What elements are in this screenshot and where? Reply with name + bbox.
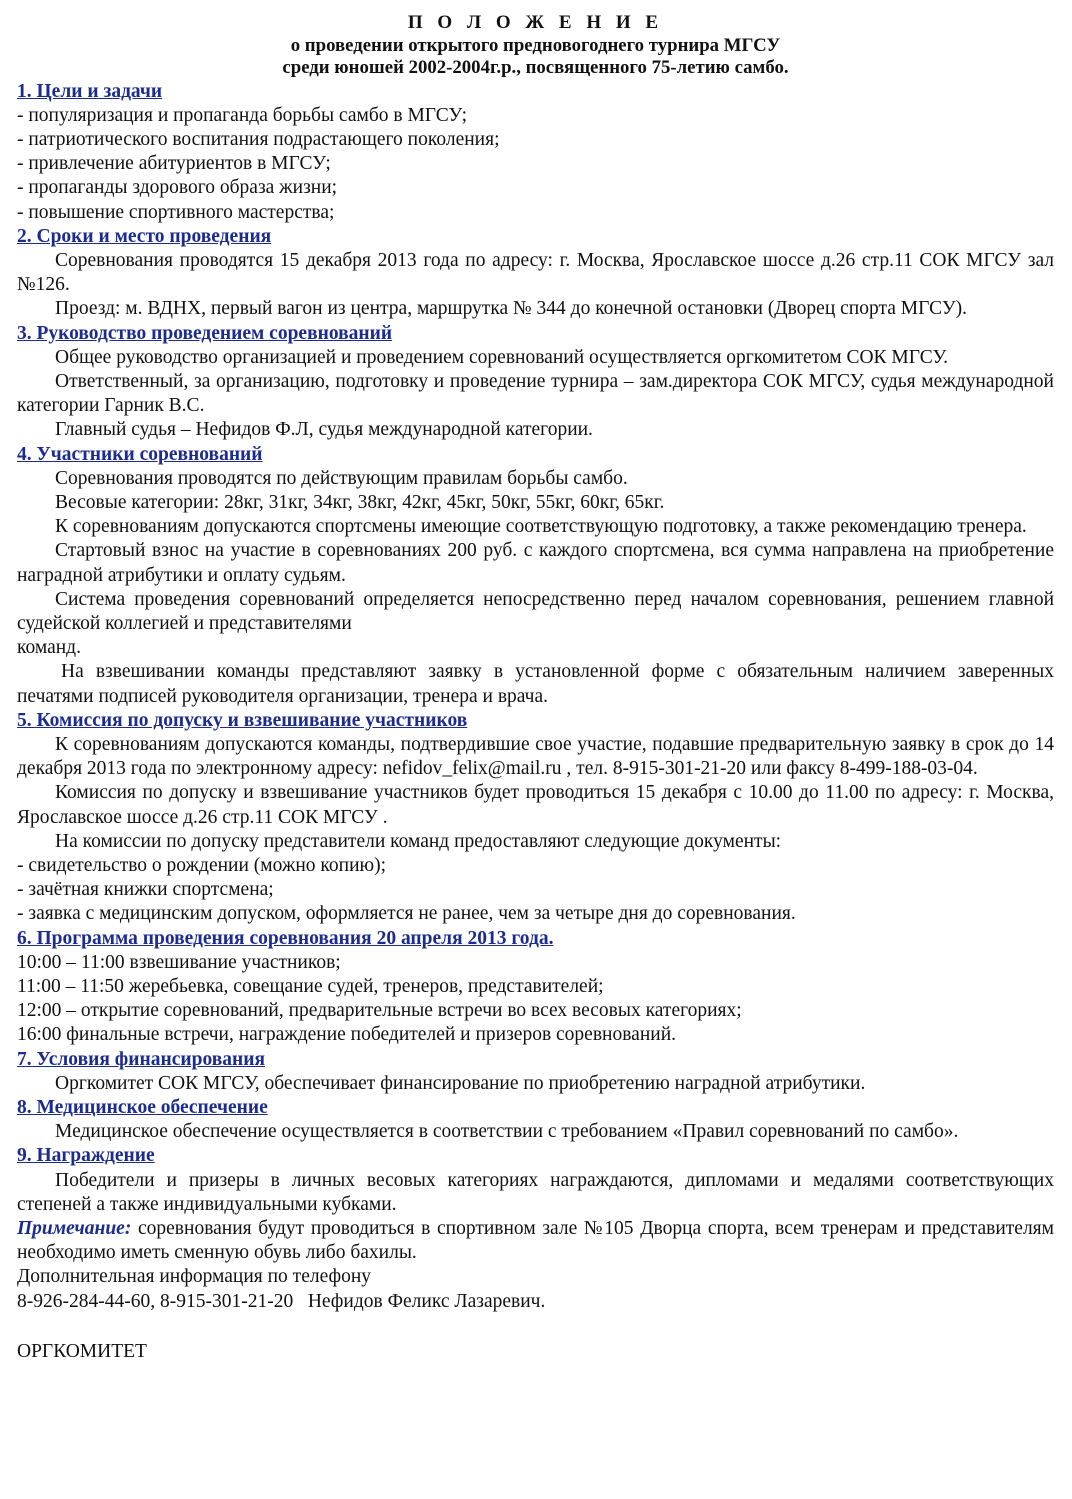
section-heading: 8. Медицинское обеспечение [17,1097,268,1119]
section-heading: 2. Сроки и место проведения [17,225,272,247]
title-line-2: среди юношей 2002-2004г.р., посвященного 75-летию самбо. [282,57,789,78]
spacer [17,1314,1054,1340]
paragraph: Весовые категории: 28кг, 31кг, 34кг, 38кг, 42кг, 45кг, 50кг, 55кг, 60кг, 65кг. [55,491,665,513]
list-item: - зачётная книжки спортсмена; [17,879,274,901]
list-item: - заявка с медицинским допуском, оформляется не ранее, чем за четыре дня до соревнования. [17,903,796,925]
section-heading: 1. Цели и задачи [17,80,163,102]
paragraph: Главный судья – Нефидов Ф.Л, судья международной категории. [55,419,593,441]
section-heading: 5. Комиссия по допуску и взвешивание участников [17,709,468,731]
list-item: - свидетельство о рождении (можно копию); [17,855,387,876]
section-heading: 6. Программа проведения соревнования 20 апреля 2013 года. [17,927,554,949]
schedule-item: 11:00 – 11:50 жеребьевка, совещание судей, тренеров, представителей; [17,976,604,998]
section-participants [17,443,1054,709]
section-financing [17,1048,1054,1096]
note-label: Примечание: [17,1218,132,1240]
paragraph: На комиссии по допуску представители команд предоставляют следующие документы: [55,830,782,852]
contact-phones: 8-926-284-44-60, 8-915-301-21-20 Нефидов Феликс Лазаревич. [17,1290,546,1312]
schedule-item: 10:00 – 11:00 взвешивание участников; [17,951,341,973]
paragraph: Медицинское обеспечение осуществляется в соответствии с требованием «Правил соревнований по самбо». [55,1121,959,1143]
section-heading: 4. Участники соревнований [17,443,263,465]
schedule-item: 16:00 финальные встречи, награждение победителей и призеров соревнований. [17,1024,677,1046]
section-awards [17,1144,1054,1217]
contact-info-line: Дополнительная информация по телефону [17,1266,372,1288]
paragraph: Комиссия по допуску и взвешивание участников будет проводиться 15 декабря с 10.00 до 11.00 по адресу: г. Москва, Ярославское шоссе д.26 стр.11 СОК МГСУ . [17,782,1054,828]
paragraph: Ответственный, за организацию, подготовку и проведение турнира – зам.директора СОК МГСУ, судья международной категории Гарник В.С. [17,370,1054,417]
list-item: - пропаганды здорового образа жизни; [17,177,338,199]
section-medical [17,1096,1054,1144]
paragraph: Общее руководство организацией и проведением соревнований осуществляется оргкомитетом СОК МГСУ. [55,346,949,368]
schedule-item: 12:00 – открытие соревнований, предварительные встречи во всех весовых категориях; [17,1000,742,1022]
title-line-1: о проведении открытого предновогоднего турнира МГСУ [290,34,781,56]
section-heading: 9. Награждение [17,1145,155,1167]
list-item: - патриотического воспитания подрастающего поколения; [17,128,500,150]
paragraph: Оргкомитет СОК МГСУ, обеспечивает финансирование по приобретению наградной атрибутики. [55,1072,866,1094]
section-heading: 3. Руководство проведением соревнований [17,322,393,344]
signature: ОРГКОМИТЕТ [17,1340,147,1362]
paragraph: На взвешивании команды представляют заявку в установленной форме с обязательным наличием заверенных печатями подписей руководителя организации, тренера и врача. [17,661,1054,707]
note-text: соревнования будут проводиться в спортивном зале №105 Дворца спорта, всем тренерам и представителям необходимо иметь сменную обувь либо бахилы. [17,1218,1054,1264]
list-item: - популяризация и пропаганда борьбы самбо в МГСУ; [17,104,468,126]
section-program [17,927,1054,1048]
paragraph: К соревнованиям допускаются команды, подтвердившие свое участие, подавшие предварительную заявку в срок до 14 декабря 2013 года по электронному адресу: nefidov_felix@mail.ru , тел. 8-915-301-21-20 или факсу 8-499-188-03-04. [17,733,1054,780]
paragraph: Соревнования проводятся 15 декабря 2013 года по адресу: г. Москва, Ярославское шоссе д.26 стр.11 СОК МГСУ зал №126. [17,249,1054,296]
list-item: - повышение спортивного мастерства; [17,201,335,223]
paragraph: Система проведения соревнований определяется непосредственно перед началом соревнования, решением главной судейской коллегией и представителями [17,588,1054,634]
paragraph: команд. [17,637,81,659]
section-dates-venue [17,225,1054,322]
paragraph: Стартовый взнос на участие в соревнованиях 200 руб. с каждого спортсмена, вся сумма направлена на приобретение наградной атрибутики и оплату судьям. [17,540,1054,586]
title-main: П О Л О Ж Е Н И Е [407,12,664,33]
paragraph: Победители и призеры в личных весовых категориях награждаются, дипломами и медалями соответствующих степеней а также индивидуальными кубками. [17,1169,1054,1215]
section-goals [17,80,1054,225]
section-management [17,322,1054,443]
section-heading: 7. Условия финансирования [17,1048,266,1070]
list-item: - привлечение абитуриентов в МГСУ; [17,153,331,175]
paragraph: К соревнованиям допускаются спортсмены имеющие соответствующую подготовку, а также рекомендацию тренера. [55,516,1027,538]
note-paragraph [17,1217,1054,1265]
paragraph: Соревнования проводятся по действующим правилам борьбы самбо. [55,467,628,489]
paragraph: Проезд: м. ВДНХ, первый вагон из центра, маршрутка № 344 до конечной остановки (Дворец спорта МГСУ). [55,298,968,320]
document-title [17,12,1054,80]
section-admission-commission [17,709,1054,927]
